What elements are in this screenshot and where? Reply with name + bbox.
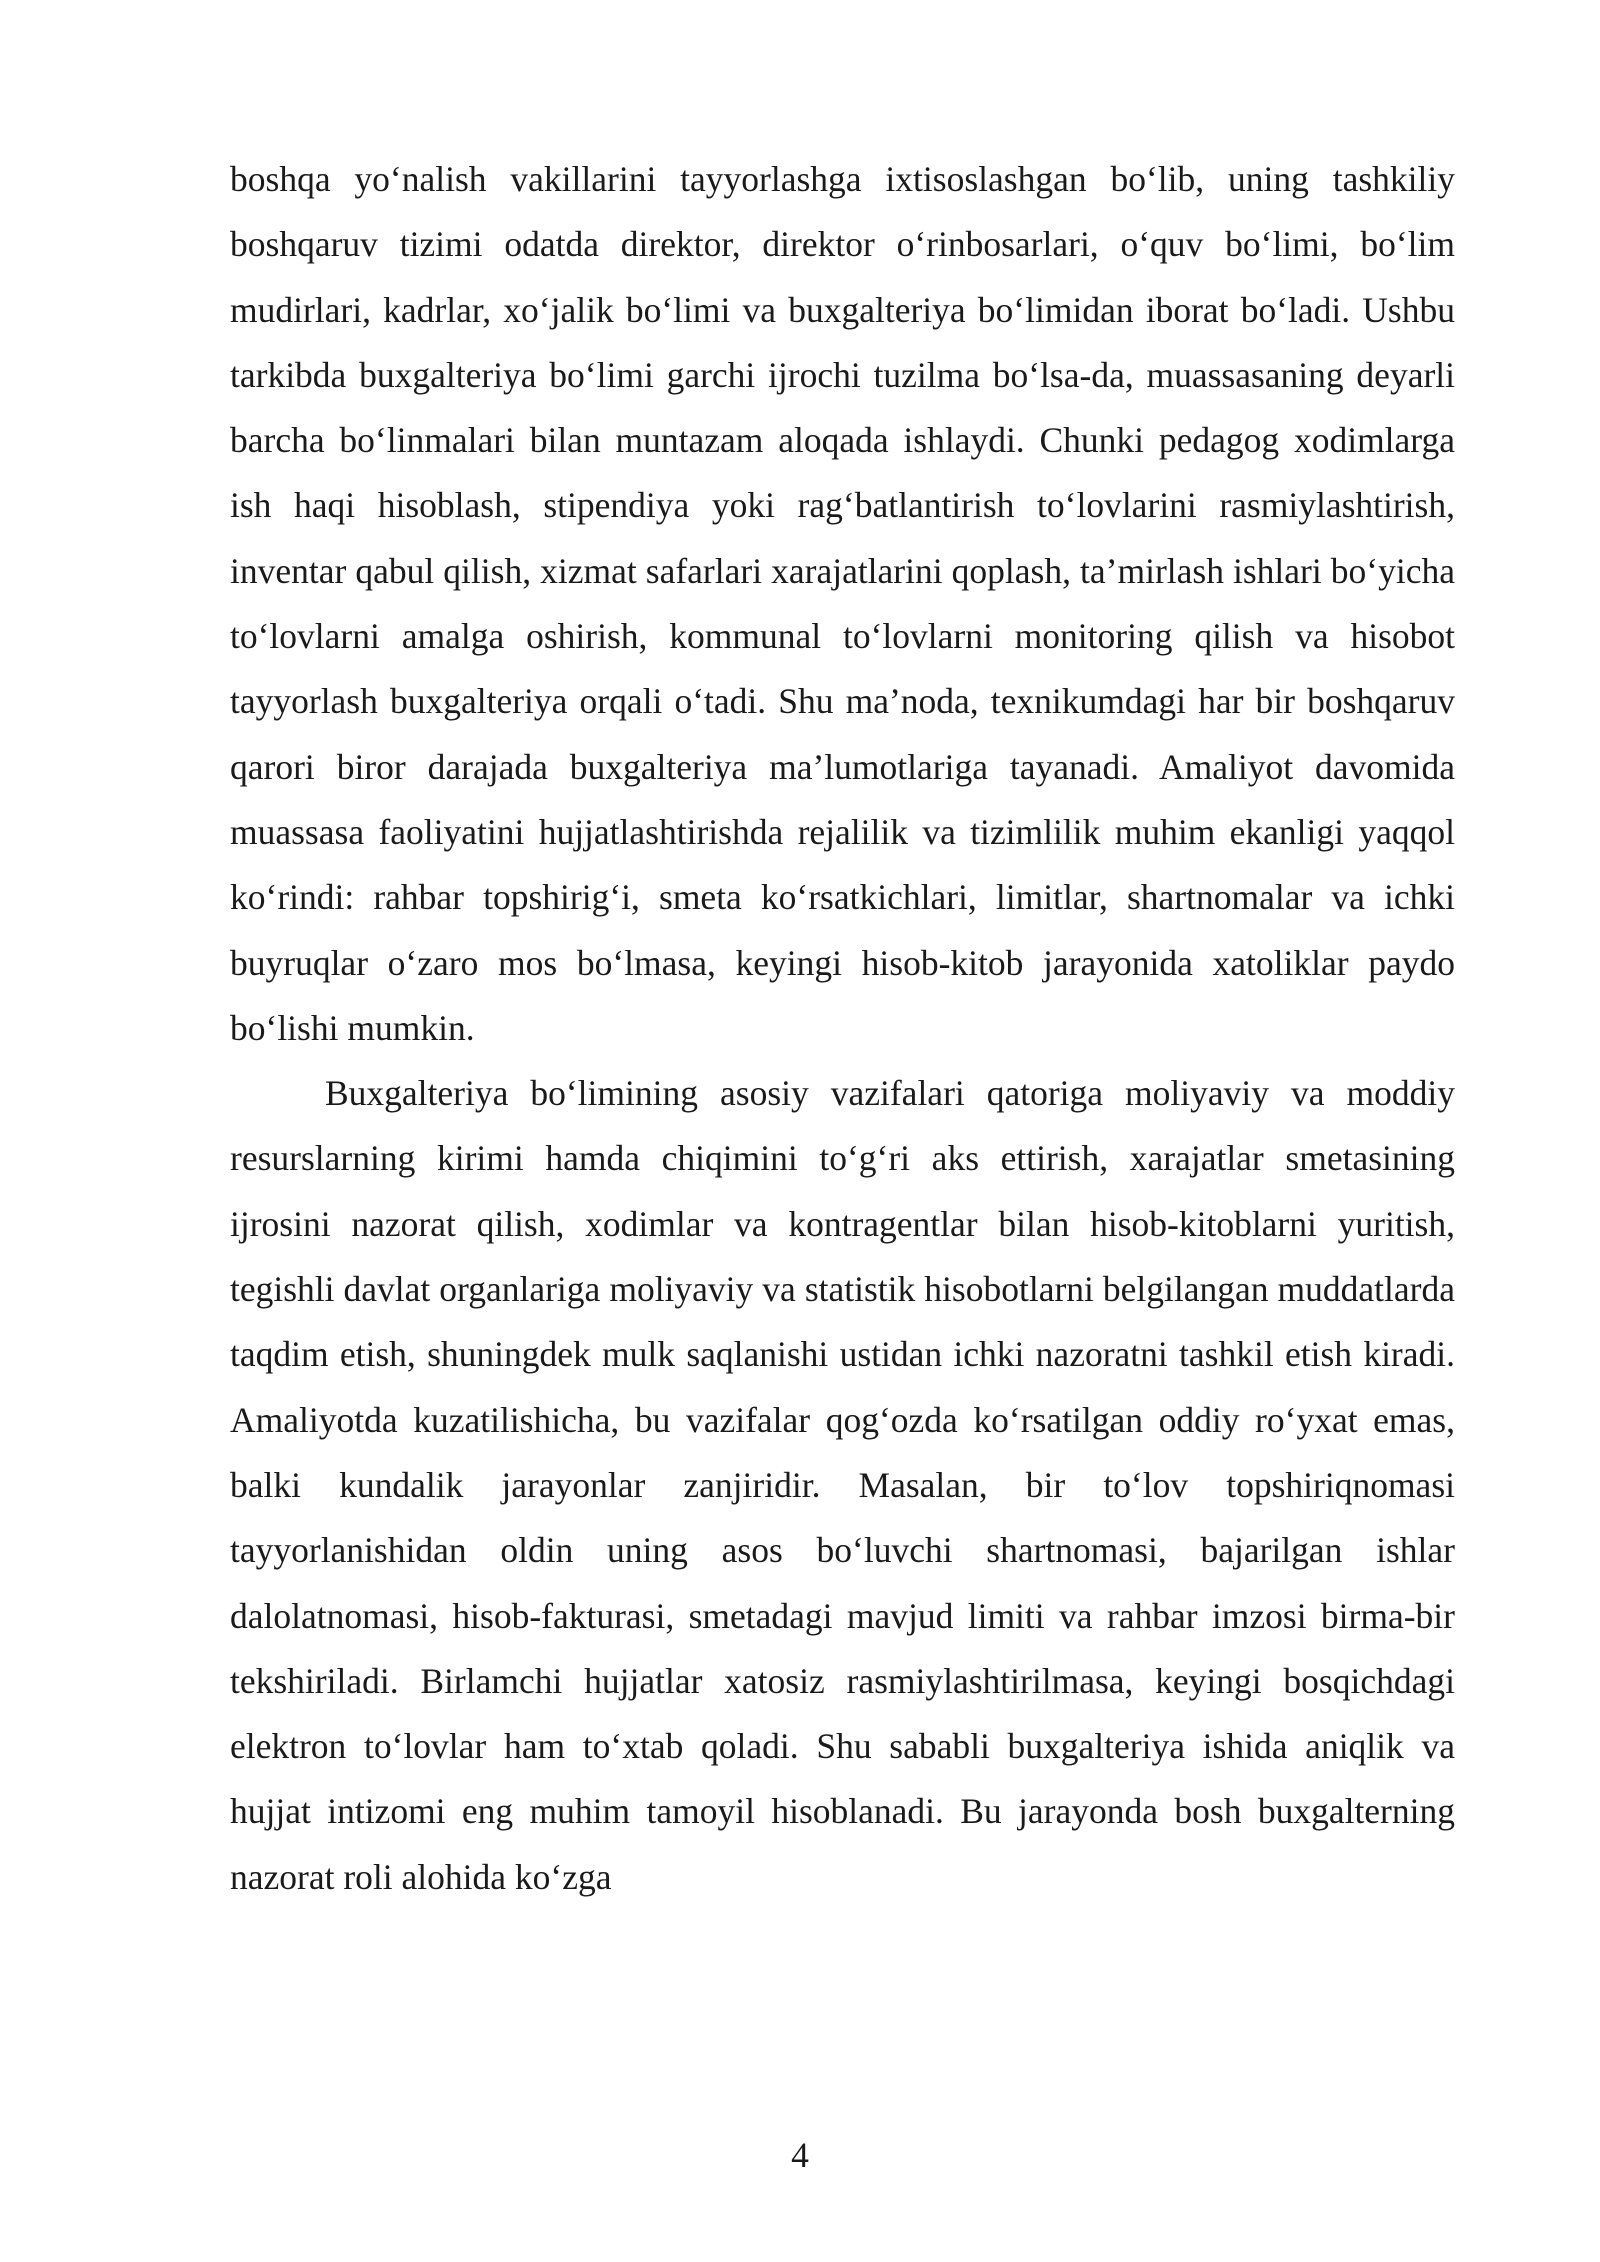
page-number: 4	[791, 2135, 809, 2175]
paragraph: Buxgalteriya bo‘limining asosiy vazifalari qatoriga moliyaviy va moddiy resurslarning kirimi hamda chiqimini to‘g‘ri aks ettirish, xarajatlar smetasining ijrosini nazorat qilish, xodimlar va kontragentlar bilan hisob-kitoblarni yuritish, tegishli davlat organlariga moliyaviy va statistik hisobotlarni belgilangan muddatlarda taqdim etish, shuningdek mulk saqlanishi ustidan ichki nazoratni tashkil etish kiradi. Amaliyotda kuzatilishicha, bu vazifalar qog‘ozda ko‘rsatilgan oddiy ro‘yxat emas, balki kundalik jarayonlar zanjiridir. Masalan, bir to‘lov topshiriqnomasi tayyorlanishidan oldin uning asos bo‘luvchi shartnomasi, bajarilgan ishlar dalolatnomasi, hisob-fakturasi, smetadagi mavjud limiti va rahbar imzosi birma-bir tekshiriladi. Birlamchi hujjatlar xatosiz rasmiylashtirilmasa, keyingi bosqichdagi elektron to‘lovlar ham to‘xtab qoladi. Shu sababli buxgalteriya ishida aniqlik va hujjat intizomi eng muhim tamoyil hisoblanadi. Bu jarayonda bosh buxgalterning nazorat roli alohida ko‘zga	[230, 1073, 1455, 1897]
body-text	[230, 147, 1455, 1910]
paragraph-continued: boshqa yo‘nalish vakillarini tayyorlashga ixtisoslashgan bo‘lib, uning tashkiliy boshqaruv tizimi odatda direktor, direktor o‘rinbosarlari, o‘quv bo‘limi, bo‘lim mudirlari, kadrlar, xo‘jalik bo‘limi va buxgalteriya bo‘limidan iborat bo‘ladi. Ushbu tarkibda buxgalteriya bo‘limi garchi ijrochi tuzilma bo‘lsa-da, muassasaning deyarli barcha bo‘linmalari bilan muntazam aloqada ishlaydi. Chunki pedagog xodimlarga ish haqi hisoblash, stipendiya yoki rag‘batlantirish to‘lovlarini rasmiylashtirish, inventar qabul qilish, xizmat safarlari xarajatlarini qoplash, ta’mirlash ishlari bo‘yicha to‘lovlarni amalga oshirish, kommunal to‘lovlarni monitoring qilish va hisobot tayyorlash buxgalteriya orqali o‘tadi. Shu ma’noda, texnikumdagi har bir boshqaruv qarori biror darajada buxgalteriya ma’lumotlariga tayanadi. Amaliyot davomida muassasa faoliyatini hujjatlashtirishda rejalilik va tizimlilik muhim ekanligi yaqqol ko‘rindi: rahbar topshirig‘i, smeta ko‘rsatkichlari, limitlar, shartnomalar va ichki buyruqlar o‘zaro mos bo‘lmasa, keyingi hisob-kitob jarayonida xatoliklar paydo bo‘lishi mumkin.	[230, 159, 1455, 1048]
